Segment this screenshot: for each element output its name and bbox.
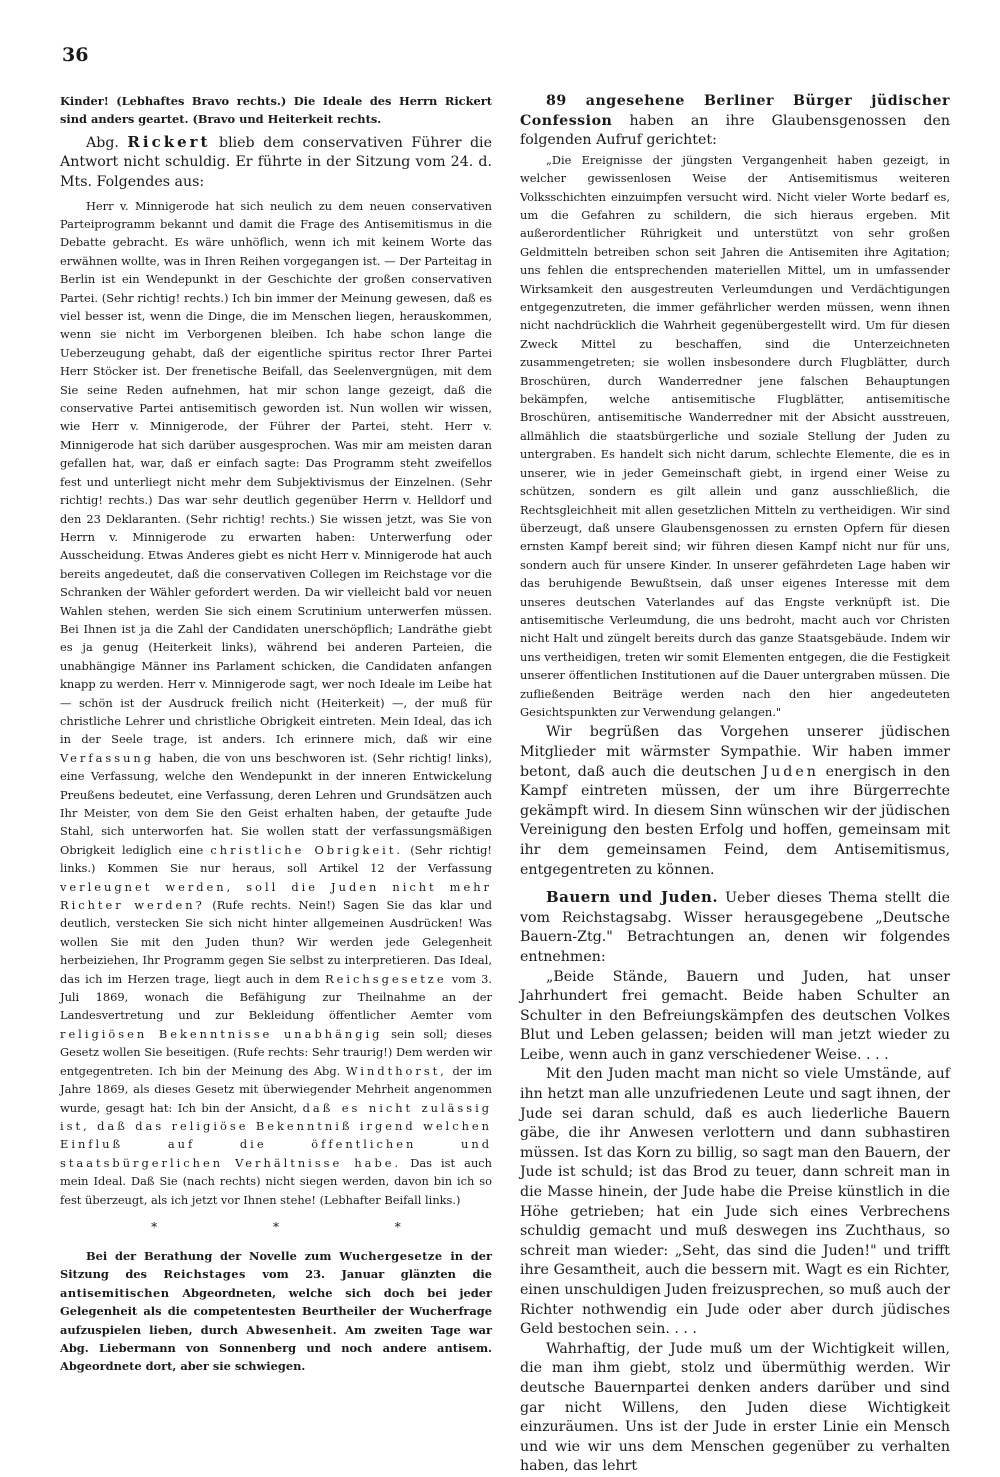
wucher-abwesenheit: Abwesenheit. bbox=[246, 1322, 338, 1337]
begruessen-b: energisch in den Kampf eintreten müssen, der um ihre Bürgerrechte gekämpft wird. In diesem Sinn wünschen wir der jüdischen Vereinigung den besten Erfolg und hoffen, gemeinsam mit ihr dem gemeinsamen Feind, dem Antisemitismus, entgegentreten zu können. bbox=[520, 763, 950, 878]
speech-religioesen: religiösen Bekenntnisse unabhängig bbox=[60, 1026, 383, 1041]
bauern-quote-1: „Beide Stände, Bauern und Juden, hat unser Jahrhundert frei gemacht. Beide haben Schulter an Schulter in den Befreiungskämpfen des deutschen Volkes Blut und Leben gelassen; beiden will man jetzt wieder zu Leibe, wenn auch in ganz verschiedener Weise. . . . bbox=[520, 968, 950, 1063]
speech-part-1f: sein soll; dieses Gesetz wollen Sie beseitigen. (Rufe rechts: Sehr traurig!) Dem werden wir entgegentreten. Ich bin der Meinung des Abg. bbox=[60, 1026, 493, 1078]
rickert-heading bbox=[60, 133, 492, 193]
speech-windthorst: Windthorst, bbox=[345, 1063, 447, 1078]
left-column bbox=[60, 92, 492, 1376]
speech-part-1c: (Sehr richtig! links.) Kommen Sie nur heraus, soll Artikel 12 der Verfassung bbox=[60, 842, 492, 876]
speech-part-1h: Das ist auch mein Ideal. Daß Sie (nach rechts) nicht siegen werden, davon bin ich so fest überzeugt, als ich jetzt vor Ihnen stehe! (Lebhafter Beifall links.) bbox=[60, 1155, 493, 1207]
bauern-title: Bauern und Juden. bbox=[546, 888, 719, 907]
rickert-heading-rest: blieb dem conservativen Führer die Antwort nicht schuldig. Er führte in der Sitzung vom 24. d. Mts. Folgendes aus: bbox=[60, 134, 492, 190]
wucher-d: Abgeordneten, welche sich doch bei jeder Gelegenheit als die competentesten Beurtheiler der Wucherfrage aufzuspielen lieben, durch bbox=[60, 1285, 493, 1337]
wucher-e: Am zweiten Tage war Abg. Liebermann von Sonnenberg und noch andere antisem. Abgeordnete dort, aber sie schwiegen. bbox=[60, 1322, 493, 1374]
bauern-quote-2: Mit den Juden macht man nicht so viele Umstände, auf ihn hetzt man alle unzufriedenen Leute und sagt ihnen, der Jude sei daran schuld, daß es auch liederliche Bauern gäbe, die ihr Anwesen verlottern und dann subhastiren müssen. Ist das Korn zu billig, so sagt man den Bauern, der Jude ist schuld; ist das Brod zu teuer, dann schreit man in die Masse hinein, der Jude habe die Preise künstlich in die Höhe getrieben; hat ein Jude sich eines Verbrechens schuldig gemacht und muß deswegen ins Zuchthaus, so schreit man wieder: „Seht, das sind die Juden!" und trifft ihre Gesamtheit, auch die bessern mit. Wagt es ein Richter, einen unschuldigen Juden freizusprechen, so muß auch der Richter nothwendig ein Jude oder aber durch jüdisches Geld bestochen sein. . . . bbox=[520, 1066, 950, 1338]
aufruf-heading-rest: haben an ihre Glaubensgenossen den folgenden Aufruf gerichtet: bbox=[520, 112, 950, 149]
bauern-quote-3: Wahrhaftig, der Jude muß um der Wichtigkeit willen, die man ihm giebt, stolz und übermüthig werden. Wir deutsche Bauernpartei denken anders darüber und sind gar nicht Willens, den Juden diese Wichtigkeit einzuräumen. Uns ist der Jude in erster Linie ein Mensch und wie wir uns dem Menschen gegenüber zu verhalten haben, das lehrt bbox=[520, 1340, 950, 1475]
wucher-a: Bei der Berathung der Novelle zum bbox=[86, 1248, 332, 1263]
speech-verfassung: Verfassung bbox=[60, 750, 155, 765]
rickert-name: Rickert bbox=[127, 132, 211, 151]
wucher-title: Wuchergesetze bbox=[339, 1248, 443, 1263]
bauern-intro bbox=[520, 888, 950, 967]
page-number: 36 bbox=[62, 44, 89, 66]
begruessen-a: Wir begrüßen das Vorgehen unserer jüdischen Mitglieder mit wärmster Sympathie. Wir haben immer betont, daß auch die deutschen bbox=[520, 724, 950, 780]
speech-christliche: christliche Obrigkeit. bbox=[210, 842, 404, 857]
abg-label: Abg. bbox=[86, 134, 119, 151]
speech-part-1g: der im Jahre 1869, als dieses Gesetz mit überwiegender Mehrheit angenommen wurde, gesagt hat: Ich bin der Ansicht, bbox=[60, 1063, 492, 1115]
wucher-paragraph bbox=[60, 1247, 492, 1376]
right-column bbox=[520, 92, 950, 1477]
speech-part-1d: (Rufe rechts. Nein!) Sagen Sie das klar und deutlich, verstecken Sie sich nicht hinter allgemeinen Ausdrücken! Was wollen Sie mit den Juden thun? Wir werden jede Gelegenheit herbeiziehen, Ihr Programm gegen Sie selbst zu interpretieren. Das Ideal, das ich im Herzen trage, liegt auch in dem bbox=[60, 898, 493, 986]
wucher-reichstages: Reichstages bbox=[163, 1267, 246, 1282]
speech-part-1b: haben, die von uns beschworen ist. (Sehr richtig! links), eine Verfassung, welche den Wendepunkt in der inneren Entwickelung Preußens bedeutet, eine Verfassung, deren Lehren und Grundsätzen auch Ihr Meister, von dem Sie den Geist erhalten haben, der getaufte Jude Stahl, sich unterworfen hat. Sie wollen statt der verfassungsmäßigen Obrigkeit lediglich eine bbox=[60, 750, 492, 857]
begruessen-paragraph bbox=[520, 723, 950, 880]
wucher-b: in der Sitzung des bbox=[60, 1248, 492, 1282]
speech-part-1: Herr v. Minnigerode hat sich neulich zu dem neuen conservativen Parteiprogramm bekannt und damit die Frage des Antisemitismus in die Debatte gebracht. Es wäre unhöflich, wenn ich mit keinem Worte das erwähnen wollte, was in Ihren Reihen vorgegangen ist. — Der Parteitag in Berlin ist ein Wendepunkt in der Geschichte der großen conservativen Partei. (Sehr richtig! rechts.) Ich bin immer der Meinung gewesen, daß es viel besser ist, wenn die Dinge, die im Menschen liegen, herauskommen, wenn sie nicht im Verborgenen bleiben. Ich habe schon lange die Ueberzeugung gehabt, daß der eigentliche spiritus rector Ihrer Partei Herr Stöcker ist. Der frenetische Beifall, das Seelenvergnügen, mit dem Sie seine Reden aufnehmen, hat mir schon lange gezeigt, daß die conservative Partei antisemitisch geworden ist. Nun wollen wir wissen, wie Herr v. Minnigerode, der Führer der Partei, steht. Herr v. Minnigerode hat sich darüber ausgesprochen. Was mir am meisten daran gefallen hat, war, daß er einfach sagte: Das Programm steht zweifellos fest und unterliegt nicht mehr dem Subjektivismus der Einzelnen. (Sehr richtig! rechts.) Das war sehr deutlich gegenüber Herrn v. Helldorf und den 23 Deklaranten. (Sehr richtig! rechts.) Sie wissen jetzt, was Sie von Herrn v. Minnigerode zu erwarten haben: Unterwerfung oder Ausscheidung. Etwas Anderes giebt es nicht Herr v. Minnigerode hat auch bereits angedeutet, daß die conservativen Collegen im Reichstage vor die Schranken der Wähler gefordert werden. Da wir vielleicht bald vor neuen Wahlen stehen, werden Sie sich einem Scrutinium unterwerfen müssen. Bei Ihnen ist ja die Zahl der Candidaten unerschöpflich; Landräthe giebt es ja genug (Heiterkeit links), während bei anderen Parteien, die unabhängige Männer ins Parlament schicken, die Candidaten anfangen knapp zu werden. Herr v. Minnigerode sagt, wer noch Ideale im Leibe hat — schön ist der Ausdruck freilich nicht (Heiterkeit) —, der muß für christliche Lehrer und christliche Obrigkeit eintreten. Mein Ideal, das ich in der Seele trage, ist anders. Ich erinnere mich, daß wir eine bbox=[60, 198, 492, 747]
speech-part-1e: vom 3. Juli 1869, wonach die Befähigung zur Theilnahme an der Landesvertretung und zur Bekleidung öffentlicher Aemter vom bbox=[60, 971, 493, 1023]
wucher-antisem: antisemitischen bbox=[60, 1285, 170, 1300]
aufruf-text: „Die Ereignisse der jüngsten Vergangenheit haben gezeigt, in welcher gewissenlosen Weise der Antisemitismus weiteren Volksschichten einzuimpfen versucht wird. Nicht vieler Worte bedarf es, um die Gefahren zu schildern, die sich hieraus ergeben. Mit außerordentlicher Rührigkeit und unterstützt von sehr großen Geldmitteln betreiben schon seit Jahren die Antisemiten ihre Agitation; uns fehlen die entsprechenden materiellen Mittel, um in umfassender Wirksamkeit den ausgestreuten Verleumdungen und Verdächtigungen entgegenzutreten, die immer gefährlicher werden müssen, wenn ihnen nicht nachdrücklich die Wahrheit gegenübergestellt wird. Um für diesen Zweck Mittel zu beschaffen, sind die Unterzeichneten zusammengetreten; sie wollen insbesondere durch Flugblätter, durch Broschüren, durch Wanderredner jene falschen Behauptungen bekämpfen, welche antisemitische Flugblätter, antisemitische Broschüren, antisemitische Wanderredner mit der Absicht ausstreuen, allmählich die staatsbürgerliche und soziale Stellung der Juden zu untergraben. Es handelt sich nicht darum, schlechte Elemente, die es in unserer, wie in jeder Gemeinschaft giebt, in irgend einer Weise zu schützen, sondern es gilt allein und ganz ausschließlich, die Rechtsgleichheit mit allen gesetzlichen Mitteln zu vertheidigen. Wir sind überzeugt, daß unsere Glaubensgenossen zu ernsten Opfern für diesen ernsten Kampf bereit sind; wir führen diesen Kampf nicht nur für uns, sondern auch für unsere Kinder. In unserer gefährdeten Lage haben wir das beruhigende Bewußtsein, daß unser eigenes Interesse mit dem unseres deutschen Vaterlandes auf das Engste verknüpft ist. Die antisemitische Verleumdung, die uns bedroht, macht auch vor Christen nicht Halt und züngelt bereits durch das ganze Staatsgebäude. Indem wir uns vertheidigen, treten wir somit Elementen entgegen, die die Festigkeit unserer öffentlichen Institutionen auf die Dauer untergraben müssen. Die zufließenden Beiträge werden nach den hier angedeuteten Gesichtspunkten zur Verwendung gelangen." bbox=[520, 152, 950, 719]
left-intro: Kinder! (Lebhaftes Bravo rechts.) Die Ideale des Herrn Rickert sind anders geartet. (Bravo und Heiterkeit rechts. bbox=[60, 94, 492, 127]
speech-reichsgesetze: Reichsgesetze bbox=[325, 971, 447, 986]
rickert-speech bbox=[60, 197, 492, 1209]
wucher-c: vom 23. Januar glänzten die bbox=[262, 1267, 493, 1282]
begruessen-juden: Juden bbox=[762, 763, 819, 780]
speech-verleugnet: verleugnet werden, soll die Juden nicht mehr Richter werden? bbox=[60, 879, 492, 913]
bauern-intro-text: Ueber dieses Thema stellt die vom Reichstagsabg. Wisser herausgegebene „Deutsche Bauern-Ztg." Betrachtungen an, denen wir folgendes entnehmen: bbox=[520, 890, 950, 965]
section-divider-stars: * * * bbox=[151, 1219, 457, 1234]
aufruf-heading-bold: 89 angesehene Berliner Bürger jüdischer Confession bbox=[520, 93, 950, 129]
speech-ansicht: daß es nicht zulässig ist, daß das religiöse Bekenntniß irgend welchen Einfluß auf die öffentlichen und staatsbürgerlichen Verhältnisse habe. bbox=[60, 1100, 493, 1170]
aufruf-heading bbox=[520, 92, 950, 151]
